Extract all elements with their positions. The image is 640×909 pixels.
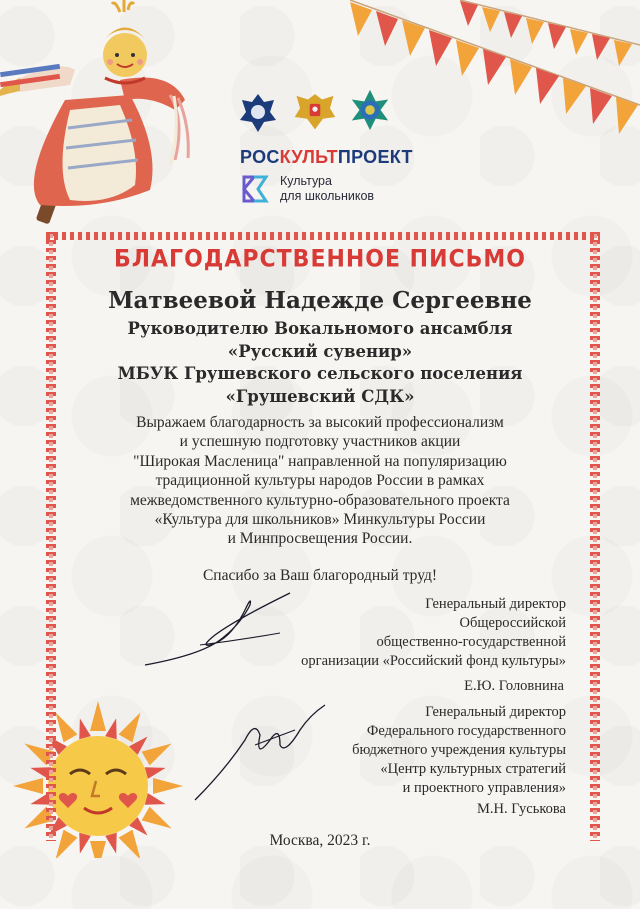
ministry-education-emblem-icon xyxy=(348,88,392,132)
ministry-culture-emblem-icon xyxy=(236,90,280,134)
signatory-2-title: Генеральный директор Федерального государственного бюджетного учреждения культуры «Центр культурных стратегий и проектного управления» xyxy=(352,704,566,796)
recipient-position xyxy=(0,318,640,408)
roskultproekt-logo: РОСКУЛЬТПРОЕКТ xyxy=(240,147,413,167)
signature-2 xyxy=(185,700,335,810)
body-line: "Широкая Масленица" направленной на популяризацию xyxy=(133,452,507,470)
signatory-2-name: М.Н. Гуськова xyxy=(476,801,566,817)
position-line: Руководителю Вокальномого ансамбля xyxy=(127,319,513,338)
body-line: и успешную подготовку участников акции xyxy=(179,433,461,451)
ornament-border-top xyxy=(46,232,600,240)
letter-title: БЛАГОДАРСТВЕННОЕ ПИСЬМО xyxy=(113,245,527,274)
recipient-name: Матвеевой Надежде Сергеевне xyxy=(108,287,532,314)
thanks-line: Спасибо за Ваш благородный труд! xyxy=(202,567,438,584)
signature-1 xyxy=(140,585,300,675)
kultura-dlya-shkolnikov-logo-icon xyxy=(240,174,272,204)
body-line: и Минпросвещения России. xyxy=(227,530,413,548)
body-line: Выражаем благодарность за высокий профессионализм xyxy=(136,414,504,431)
position-line: «Русский сувенир» xyxy=(227,341,413,361)
maslenitsa-doll-illustration xyxy=(0,0,225,230)
body-line: традиционной культуры народов России в рамках xyxy=(155,472,485,490)
kultura-dlya-shkolnikov-title: Культура для школьников xyxy=(280,174,375,203)
position-line: МБУК Грушевского сельского поселения xyxy=(117,364,523,383)
signatory-1-name: Е.Ю. Головнина xyxy=(464,678,564,694)
bunting-flags-decoration xyxy=(310,0,640,170)
body-line: межведомственного культурно-образовательного проекта xyxy=(130,491,510,509)
city-year: Москва, 2023 г. xyxy=(269,832,371,849)
letter-body xyxy=(0,413,640,549)
signatory-1-title: Генеральный директор Общероссийской общественно-государственной организации «Российский фонд культуры» xyxy=(301,596,566,669)
body-line: «Культура для школьников» Минкультуры России xyxy=(154,511,486,529)
russian-coat-of-arms-icon xyxy=(293,88,337,132)
position-line: «Грушевский СДК» xyxy=(225,386,415,406)
